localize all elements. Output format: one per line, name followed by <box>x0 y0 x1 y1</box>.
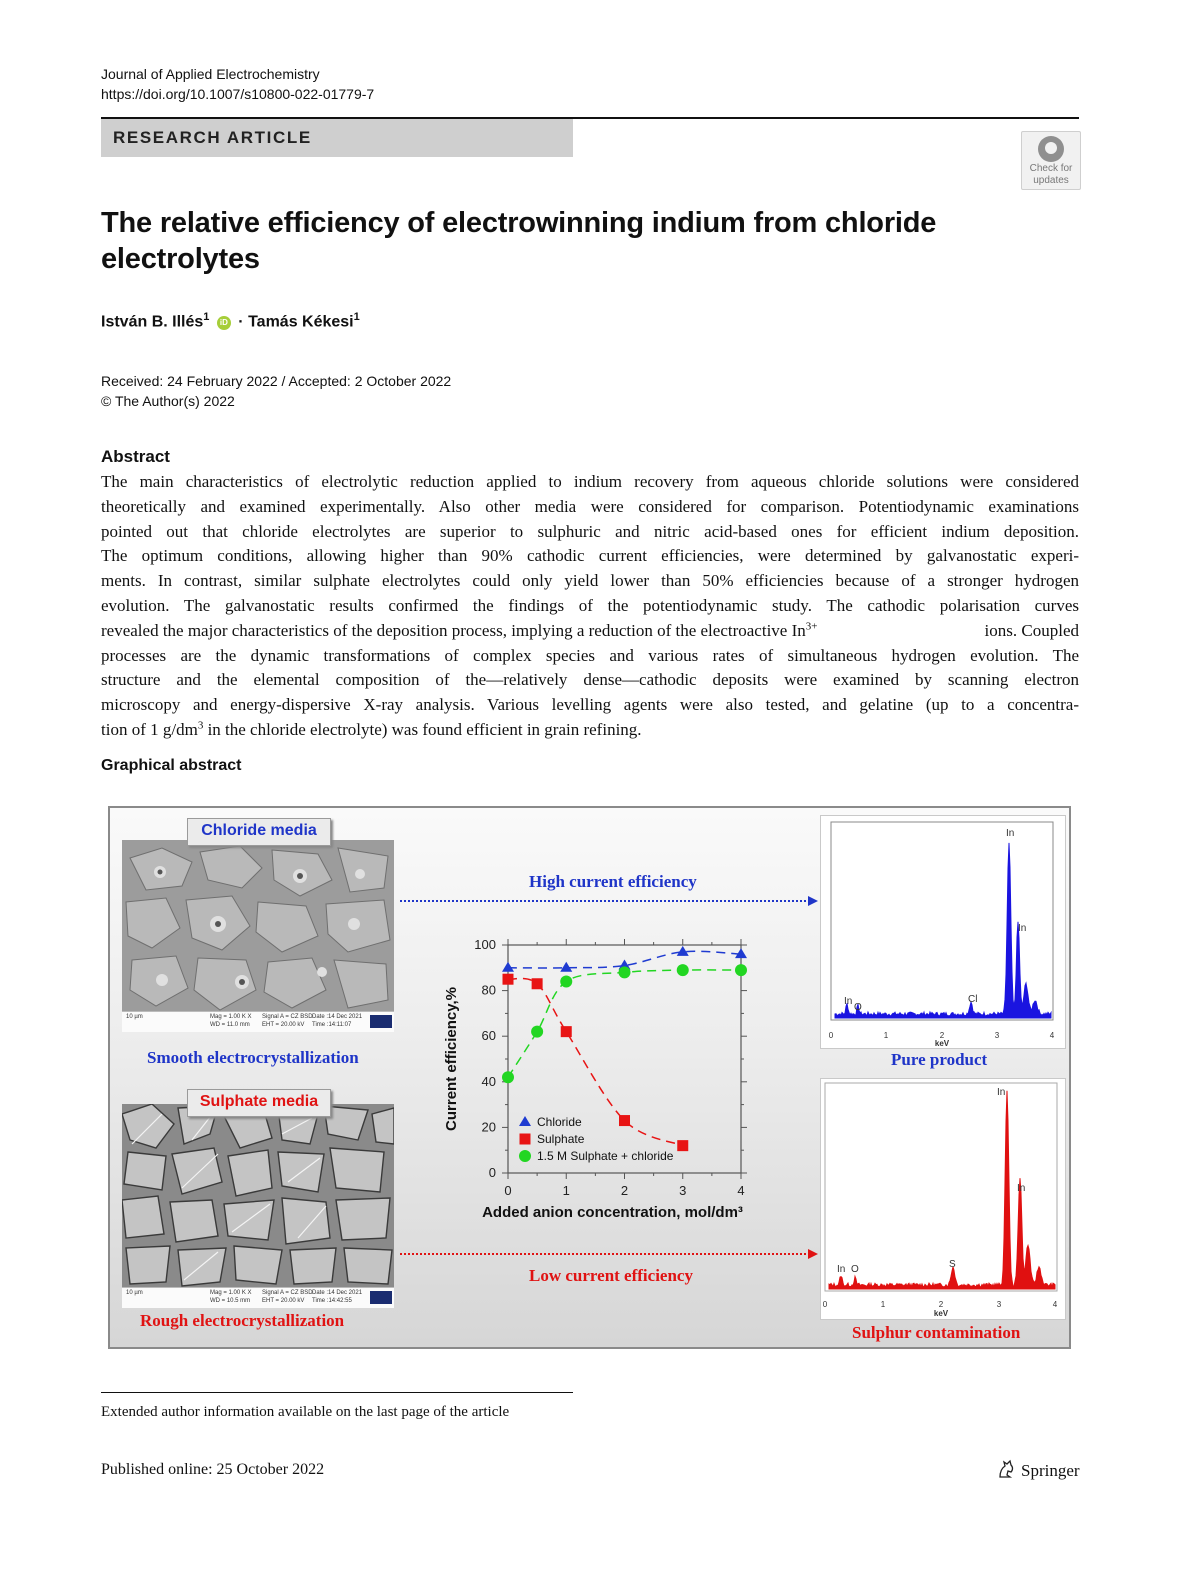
springer-horse-icon <box>996 1459 1016 1479</box>
graphical-abstract-heading: Graphical abstract <box>101 757 242 774</box>
x-tick-label: 0 <box>504 1183 512 1198</box>
journal-name: Journal of Applied Electrochemistry <box>101 66 320 82</box>
update-icon <box>1038 136 1064 162</box>
tick-label: 0 <box>828 1031 834 1040</box>
copyright: © The Author(s) 2022 <box>101 393 235 409</box>
tick-label: 4 <box>1049 1031 1055 1040</box>
zeiss-logo-icon <box>370 1015 392 1028</box>
peak-label: In <box>1006 828 1015 839</box>
journal-doi[interactable]: https://doi.org/10.1007/s10800-022-01779-7 <box>101 86 375 102</box>
author-separator: · <box>238 313 244 331</box>
data-point-2 <box>735 964 747 976</box>
sulphate-media-badge: Sulphate media <box>187 1089 331 1117</box>
caption-sulphur-contamination: Sulphur contamination <box>852 1323 1021 1342</box>
y-tick-label: 80 <box>481 982 496 998</box>
y-axis-label: Current efficiency,% <box>443 987 460 1131</box>
arrow-high <box>398 893 820 909</box>
legend-label: Chloride <box>537 1115 582 1129</box>
data-point-2 <box>502 1071 514 1083</box>
y-tick-label: 20 <box>481 1119 496 1135</box>
peak-label: O <box>851 1264 859 1275</box>
sem-eht: EHT = 20.00 kV <box>262 1298 305 1304</box>
sem-info-bar <box>122 1011 394 1032</box>
data-point-1 <box>561 1026 572 1037</box>
peak-label: In <box>1017 1183 1026 1194</box>
legend-marker-1 <box>520 1134 531 1145</box>
author-list <box>101 311 360 331</box>
author-2[interactable]: Tamás Kékesi <box>248 313 354 331</box>
caption-smooth: Smooth electrocrystallization <box>147 1048 359 1067</box>
data-point-2 <box>677 964 689 976</box>
unit-exponent: 3 <box>197 719 204 732</box>
check-for-updates-badge[interactable] <box>1021 131 1081 190</box>
caption-high-efficiency: High current efficiency <box>529 872 697 891</box>
legend-marker-0 <box>519 1116 531 1126</box>
abstract-line-11-tail: in the chloride electrolyte) was found efficient in grain refining. <box>203 719 642 739</box>
sem-mag: Mag = 1.00 K X <box>210 1014 252 1020</box>
chart-legend <box>519 1115 674 1163</box>
tick-label: 3 <box>994 1031 1000 1040</box>
data-point-2 <box>560 975 572 987</box>
abstract-line: The main characteristics of electrolytic reduction applied to indium recovery from aqueous chloride solutions were considered <box>101 472 1079 491</box>
peak-label: O <box>854 1002 862 1013</box>
abstract-line-11-head: tion of 1 g/dm <box>101 719 198 739</box>
journal-header <box>101 64 374 104</box>
check-line2: updates <box>1033 175 1069 186</box>
data-point-1 <box>503 974 514 985</box>
title-line-2: electrolytes <box>101 243 260 275</box>
peak-label: In <box>837 1264 846 1275</box>
arrow-low <box>398 1246 820 1262</box>
sem-scale: 10 µm <box>126 1014 143 1020</box>
caption-low-efficiency: Low current efficiency <box>529 1266 693 1285</box>
legend-label: Sulphate <box>537 1132 585 1146</box>
y-tick-label: 40 <box>481 1073 496 1089</box>
abstract-line: evolution. The galvanostatic results confirmed the findings of the potentiodynamic study. The cathodic polarisation curves <box>101 595 1079 615</box>
chloride-media-badge: Chloride media <box>187 818 331 846</box>
check-line1: Check for <box>1029 163 1073 174</box>
y-tick-label: 100 <box>474 937 496 952</box>
peak-label: In <box>1018 923 1027 934</box>
x-axis-label: Added anion concentration, mol/dm³ <box>482 1204 743 1221</box>
sem-texture-rough <box>122 1104 394 1308</box>
sem-info-bar <box>122 1287 394 1308</box>
abstract-line-7-head: revealed the major characteristics of the deposition process, implying a reduction of the electroactive In <box>101 620 806 640</box>
abstract-line-7-tail: ions. Coupled <box>984 620 1079 640</box>
ion-charge: 3+ <box>805 620 818 633</box>
dates-block <box>101 371 451 411</box>
sem-date: Date :14 Dec 2021 <box>312 1290 363 1296</box>
author-2-affiliation: 1 <box>353 311 360 323</box>
sem-texture-smooth <box>122 840 394 1032</box>
data-point-2 <box>619 966 631 978</box>
sem-wd: WD = 10.5 mm <box>210 1298 251 1304</box>
publisher-logo <box>996 1459 1080 1481</box>
sem-mag: Mag = 1.00 K X <box>210 1290 252 1296</box>
tick-label: 4 <box>1052 1300 1058 1309</box>
caption-rough: Rough electrocrystallization <box>140 1311 345 1330</box>
sem-scale: 10 µm <box>126 1290 143 1296</box>
data-point-1 <box>532 978 543 989</box>
legend-marker-2 <box>519 1150 531 1162</box>
abstract-line: processes are the dynamic transformations of complex species and various rates of simultaneous hydrogen evolution. The <box>101 645 1079 665</box>
sem-time: Time :14:42:55 <box>312 1298 352 1304</box>
sem-signal: Signal A = CZ BSD <box>262 1014 313 1020</box>
sem-image-chloride <box>122 840 394 1032</box>
legend-label: 1.5 M Sulphate + chloride <box>537 1149 674 1163</box>
x-tick-label: 3 <box>679 1183 687 1198</box>
peak-label: In <box>997 1087 1006 1098</box>
title-line-1: The relative efficiency of electrowinning indium from chloride <box>101 207 937 239</box>
data-point-1 <box>677 1140 688 1151</box>
abstract-line: The optimum conditions, allowing higher than 90% cathodic current efficiencies, were determined by galvanostatic experi- <box>101 546 1079 566</box>
y-tick-label: 60 <box>481 1028 496 1044</box>
tick-label: 1 <box>880 1300 886 1309</box>
sem-eht: EHT = 20.00 kV <box>262 1022 305 1028</box>
sem-date: Date :14 Dec 2021 <box>312 1014 363 1020</box>
sem-image-sulphate <box>122 1104 394 1308</box>
tick-label: 1 <box>883 1031 889 1040</box>
abstract-line: structure and the elemental composition of the—relatively dense—cathodic deposits were examined by scanning electron <box>101 670 1079 690</box>
abstract-line-11 <box>101 718 1079 743</box>
peak-label: Cl <box>968 994 978 1005</box>
peak-label: S <box>949 1259 956 1270</box>
author-1-affiliation: 1 <box>203 311 210 323</box>
data-point-1 <box>619 1115 630 1126</box>
tick-label: 0 <box>822 1300 828 1309</box>
published-date: Published online: 25 October 2022 <box>101 1461 325 1478</box>
axis-unit: keV <box>934 1039 950 1048</box>
publisher-name: Springer <box>1021 1461 1080 1480</box>
zeiss-logo-icon <box>370 1291 392 1304</box>
tick-label: 2 <box>938 1300 944 1309</box>
abstract-line: ments. In contrast, similar sulphate electrolytes could only yield lower than 50% efficiencies because of a stronger hydrogen <box>101 571 1079 591</box>
abstract-line-7 <box>101 619 1079 644</box>
article-type: RESEARCH ARTICLE <box>113 128 312 147</box>
series-line-1 <box>508 978 683 1145</box>
x-tick-label: 4 <box>737 1183 745 1198</box>
eds-plot-sulphate <box>821 1079 1065 1319</box>
author-1[interactable]: István B. Illés <box>101 313 204 331</box>
data-point-2 <box>531 1026 543 1038</box>
sem-wd: WD = 11.0 mm <box>210 1022 250 1028</box>
eds-spectrum-chloride <box>820 815 1066 1049</box>
series-line-2 <box>508 970 741 1077</box>
eds-plot-chloride <box>821 816 1065 1048</box>
sem-time: Time :14:11:07 <box>312 1022 352 1028</box>
axis-unit: keV <box>933 1309 949 1318</box>
x-tick-label: 1 <box>562 1183 570 1198</box>
abstract-line: microscopy and energy-dispersive X-ray analysis. Various levelling agents were also tested, and gelatine (up to a concentra- <box>101 695 1079 715</box>
data-point-0 <box>502 962 514 972</box>
tick-label: 2 <box>939 1031 945 1040</box>
sem-signal: Signal A = CZ BSD <box>262 1290 313 1296</box>
article-title <box>101 205 1001 277</box>
orcid-icon[interactable]: iD <box>217 316 231 330</box>
abstract-line: theoretically and examined experimentally. Also other media were considered for comparison. Potentiodynamic examinations <box>101 496 1079 516</box>
peak-label: In <box>844 996 853 1007</box>
data-point-0 <box>560 962 572 972</box>
abstract-body <box>101 470 1079 743</box>
current-efficiency-chart <box>430 925 770 1235</box>
eds-spectrum-sulphate <box>820 1078 1066 1320</box>
abstract-line: pointed out that chloride electrolytes are superior to sulphuric and nitric acid-based ones for efficient indium deposition. <box>101 521 1079 541</box>
footnote-rule <box>101 1392 573 1393</box>
received-accepted: Received: 24 February 2022 / Accepted: 2 October 2022 <box>101 373 452 389</box>
caption-pure-product: Pure product <box>891 1050 988 1069</box>
y-tick-label: 0 <box>488 1165 496 1180</box>
tick-label: 3 <box>996 1300 1002 1309</box>
abstract-heading: Abstract <box>101 447 170 466</box>
x-tick-label: 2 <box>620 1183 629 1198</box>
footnote: Extended author information available on the last page of the article <box>101 1404 510 1420</box>
